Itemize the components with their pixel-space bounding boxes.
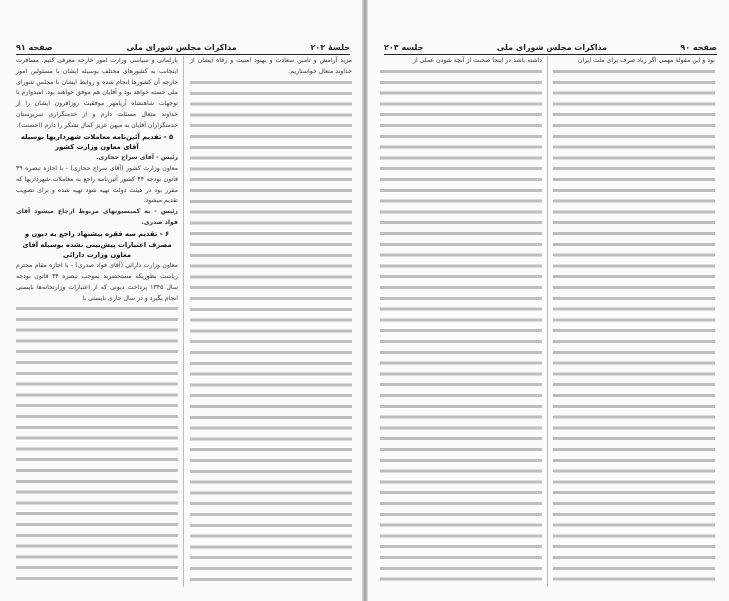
- text-column-left: [16, 56, 178, 587]
- left-page: [0, 0, 362, 601]
- section-heading: ۵ - تقدیم آئین‌نامه معاملات شهرداریها بوسیله آقای معاون وزارت کشور: [20, 132, 174, 152]
- text-column-left: [380, 56, 542, 587]
- publication-title: مذاکرات مجلس شورای ملی: [126, 43, 237, 52]
- body-text: [553, 67, 715, 587]
- page-number: صفحه ۹۱: [16, 43, 53, 52]
- page-number: صفحه ۹۰: [680, 43, 717, 52]
- page-header: [16, 38, 350, 55]
- body-text: [16, 304, 178, 587]
- paragraph: معاون وزارت کشور (آقای سراج حجازی) - با اجازه تبصره ۳۹ قانون بودجه ۴۴ کشور آئین‌نامه راجع به معاملات شهرداریها که مقرر بود در هیئت دولت تهیه شود تهیه شده و برای تصویب تقدیم میشود.: [16, 164, 178, 205]
- paragraph: بود و این مقولهٔ مهمی اگر زیاد صرف برای ملت ایران: [578, 57, 715, 64]
- session-number: جلسه ۲۰۳: [384, 43, 424, 52]
- speaker-line: رئیس - به کمیسیونهای مربوط ارجاع میشود آقای فواد صدری.: [16, 208, 178, 226]
- body-text: [190, 78, 352, 587]
- column-divider: [183, 56, 184, 587]
- section-heading: ۶ - تقدیم سه فقره پیشنهاد راجع به دیون و مصرف اعتبارات پیش‌بینی نشده بوسیله آقای معاون وزارت دارائی: [22, 229, 172, 260]
- session-number: جلسهٔ ۲۰۳: [310, 43, 350, 52]
- text-column-right: [190, 56, 352, 587]
- speaker-line: رئیس - آقای سراج حجازی.: [96, 154, 178, 162]
- paragraph: مزید آرامش و تامین سعادت و بهبود امنیت و رفاه ایشان از خداوند متعال خواستاریم.: [190, 57, 352, 75]
- right-page: [368, 0, 729, 601]
- paragraph: معاون وزارت دارائی (آقای فواد صدری) - با اجازه مقام محترم ریاست بطوریکه مستحضرید بموجب تبصره ۳۴ قانون بودجه سال ۱۳۴۵ پرداخت دیونی که از اعتبارات وزارتخانه‌ها بایستی انجام بگیرد و در سال جاری بایستی با: [16, 262, 178, 302]
- publication-title: مذاکرات مجلس شورای ملی: [496, 43, 608, 52]
- body-text: [380, 67, 542, 587]
- page-header: [384, 38, 717, 55]
- text-column-right: [553, 56, 715, 587]
- paragraph: پارلمانی و سیاسی وزارت امور خارجه معرفی کنیم. مسافرت اینجانب به کشورهای مختلف بوسیله ایشان با مسئولین امور خارجه آن کشورها انجام شده و روابط ایشان با مجلس شورای ملی حسنه خواهد بود و آقایان هم موفق خواهند بود. امیدوارم با توجهات شاهنشاه آریامهر موفقیت روزافزون ایشان را از خداوند متعال مسئلت دارم و از خدمتگزاری سرپرستان خدمتگزاران آقایان به میهن عزیز کمال تشکر را دارم (احسنت).: [16, 57, 178, 129]
- paragraph: داشته باشد در اینجا صحبت از آنچه شودن عملی از: [412, 57, 542, 64]
- column-divider: [547, 56, 548, 587]
